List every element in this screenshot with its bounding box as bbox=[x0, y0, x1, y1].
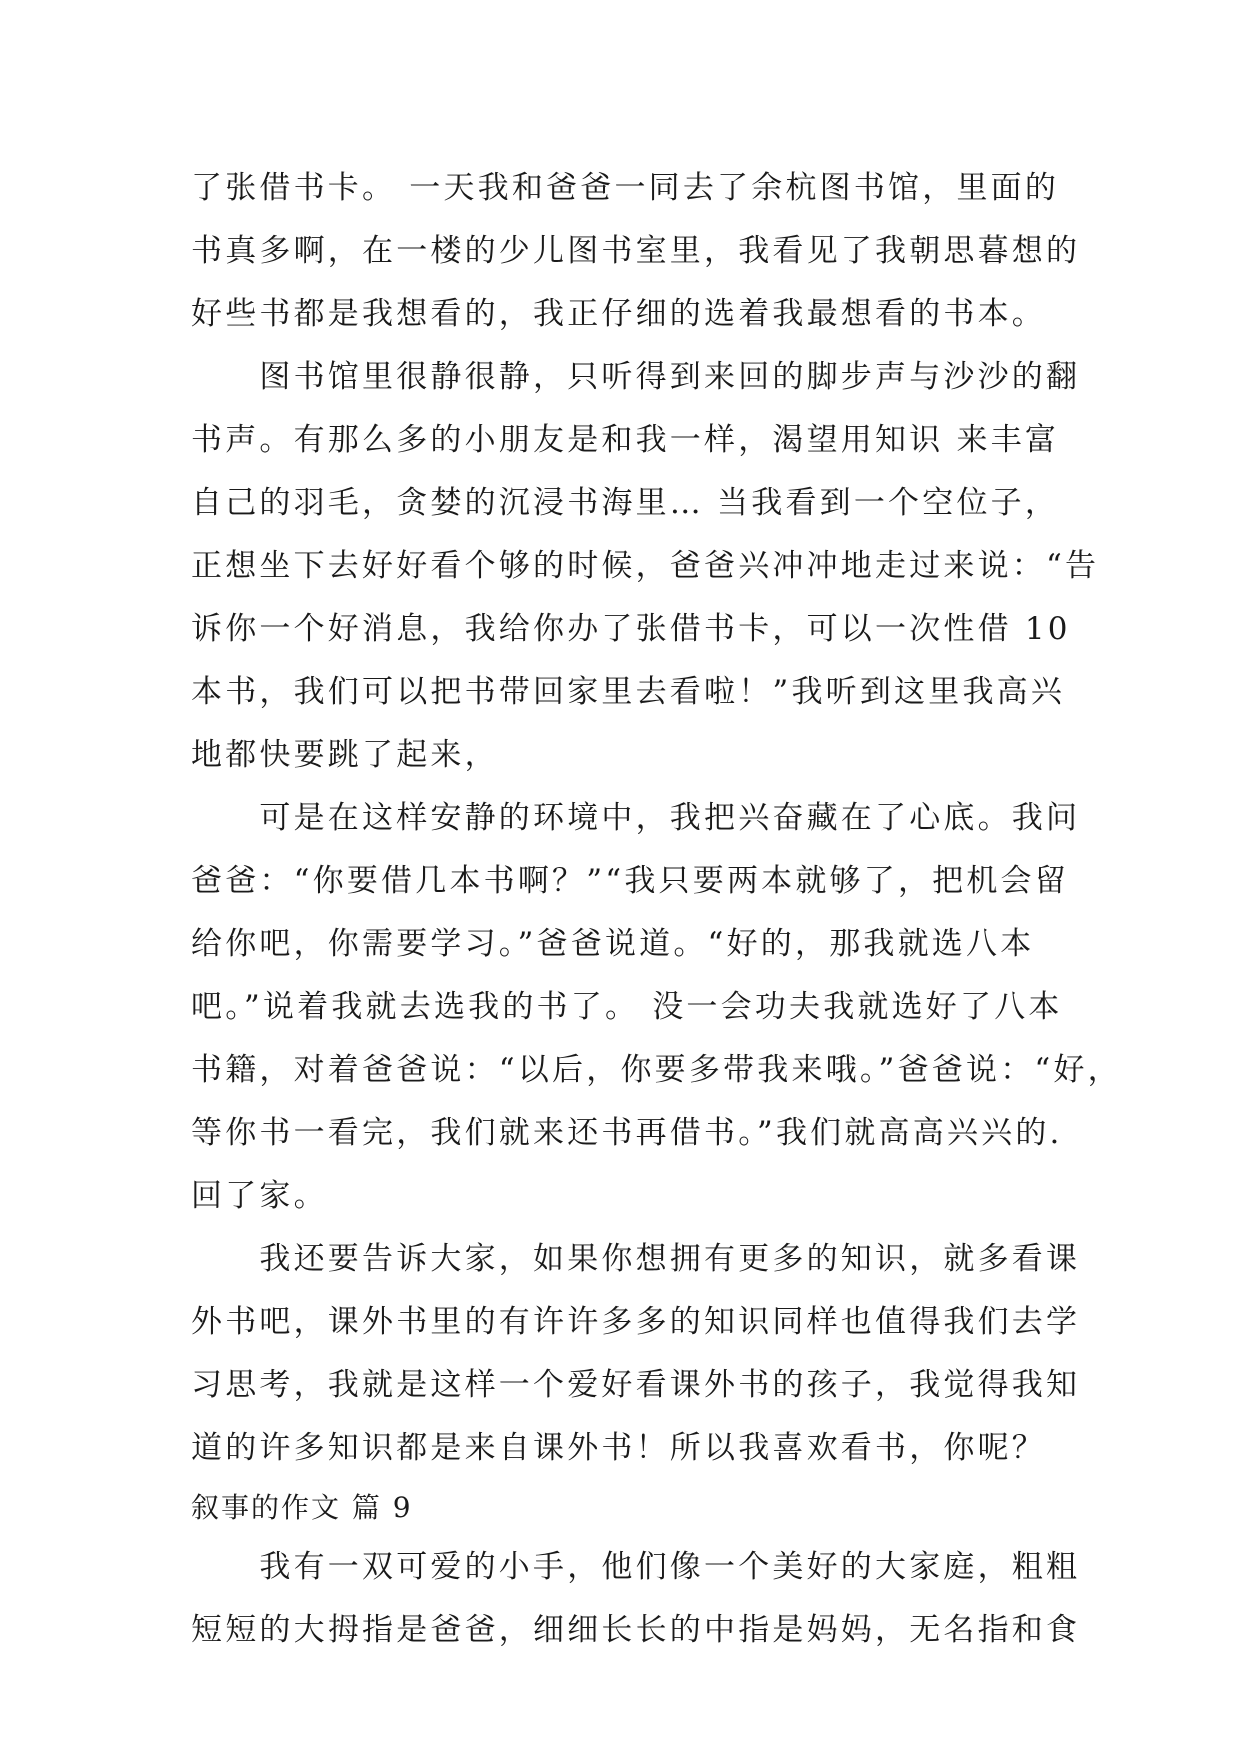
text-line: 等你书一看完，我们就来还书再借书。”我们就高高兴兴的. bbox=[191, 1115, 1063, 1151]
text-line: 习思考，我就是这样一个爱好看课外书的孩子，我觉得我知 bbox=[191, 1367, 1081, 1403]
text-line: 吧。”说着我就去选我的书了。 没一会功夫我就选好了八本 bbox=[191, 989, 1063, 1025]
text-line: 自己的羽毛，贪婪的沉浸书海里… 当我看到一个空位子， bbox=[191, 485, 1060, 521]
text-line: 我还要告诉大家，如果你想拥有更多的知识，就多看课 bbox=[191, 1241, 1081, 1277]
text-line: 给你吧，你需要学习。”爸爸说道。“好的，那我就选八本 bbox=[191, 926, 1035, 962]
essay-text bbox=[191, 157, 1122, 1662]
text-line: 回了家。 bbox=[191, 1178, 328, 1214]
text-line: 图书馆里很静很静，只听得到来回的脚步声与沙沙的翻 bbox=[191, 359, 1081, 395]
text-line: 好些书都是我想看的，我正仔细的选着我最想看的书本。 bbox=[191, 296, 1046, 332]
text-line: 我有一双可爱的小手，他们像一个美好的大家庭，粗粗 bbox=[191, 1549, 1081, 1585]
text-line: 了张借书卡。 一天我和爸爸一同去了余杭图书馆，里面的 bbox=[191, 170, 1060, 206]
text-line: 道的许多知识都是来自课外书！所以我喜欢看书，你呢？ bbox=[191, 1430, 1046, 1466]
text-line: 书真多啊，在一楼的少儿图书室里，我看见了我朝思暮想的 bbox=[191, 233, 1081, 269]
text-line: 地都快要跳了起来， bbox=[191, 737, 499, 773]
text-line: 本书，我们可以把书带回家里去看啦！”我听到这里我高兴 bbox=[191, 674, 1066, 710]
text-line: 可是在这样安静的环境中，我把兴奋藏在了心底。我问 bbox=[191, 800, 1081, 836]
text-line: 正想坐下去好好看个够的时候，爸爸兴冲冲地走过来说：“告 bbox=[191, 548, 1100, 584]
text-line: 外书吧，课外书里的有许许多多的知识同样也值得我们去学 bbox=[191, 1304, 1081, 1340]
text-line: 书声。有那么多的小朋友是和我一样，渴望用知识 来丰富 bbox=[191, 422, 1060, 458]
text-line: 诉你一个好消息，我给你办了张借书卡，可以一次性借 10 bbox=[191, 611, 1071, 647]
text-line: 短短的大拇指是爸爸，细细长长的中指是妈妈，无名指和食 bbox=[191, 1612, 1081, 1648]
text-line: 爸爸：“你要借几本书啊？”“我只要两本就够了，把机会留 bbox=[191, 863, 1069, 899]
text-line: 书籍，对着爸爸说：“以后，你要多带我来哦。”爸爸说：“好， bbox=[191, 1052, 1122, 1088]
section-heading: 叙事的作文 篇 9 bbox=[191, 1491, 413, 1524]
